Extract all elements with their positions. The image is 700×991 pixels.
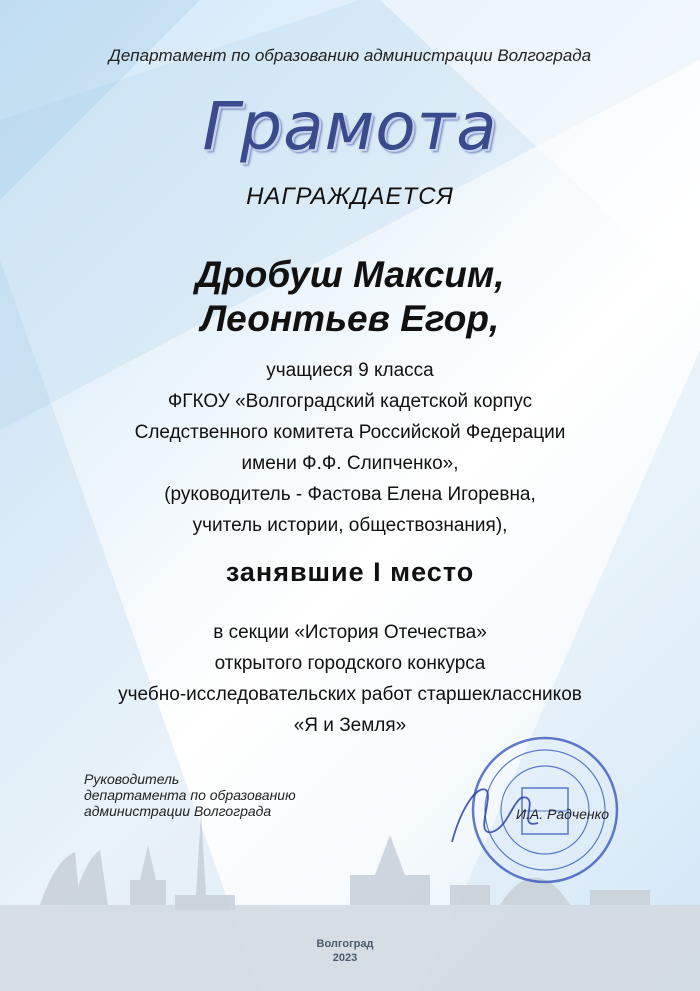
info-line: (руководитель - Фастова Елена Игоревна, (164, 484, 536, 505)
signatory-name: И.А. Радченко (516, 806, 610, 822)
footer-year: 2023 (332, 952, 358, 964)
competition-line: учебно-исследовательских работ старшеклассников (118, 684, 582, 705)
department-header: Департамент по образованию администрации Волгограда (108, 46, 592, 65)
competition-line: «Я и Земля» (293, 715, 407, 736)
competition-line: в секции «История Отечества» (213, 622, 487, 643)
info-line: учитель истории, обществознания), (192, 515, 508, 536)
info-line: Следственного комитета Российской Федерации (134, 422, 566, 443)
leader-line: департамента по образованию (84, 787, 296, 803)
awardee-info (0, 355, 700, 541)
awardee-name: Дробуш Максим, (195, 254, 505, 295)
info-line: учащиеся 9 класса (266, 360, 434, 381)
info-line: ФГКОУ «Волгоградский кадетской корпус (167, 391, 533, 412)
footer-city: Волгоград (316, 938, 374, 950)
competition-info (0, 617, 700, 741)
awardee-name: Леонтьев Егор, (200, 298, 500, 339)
competition-line: открытого городского конкурса (214, 653, 486, 674)
info-line: имени Ф.Ф. Слипченко», (241, 453, 459, 474)
leader-title (84, 771, 296, 819)
leader-line: администрации Волгограда (84, 803, 272, 819)
awarded-label: НАГРАЖДАЕТСЯ (246, 183, 454, 210)
footer-caption (300, 937, 390, 965)
award-place: занявшие I место (225, 557, 475, 587)
leader-line: Руководитель (84, 771, 180, 787)
certificate-title: Грамота (202, 88, 498, 165)
